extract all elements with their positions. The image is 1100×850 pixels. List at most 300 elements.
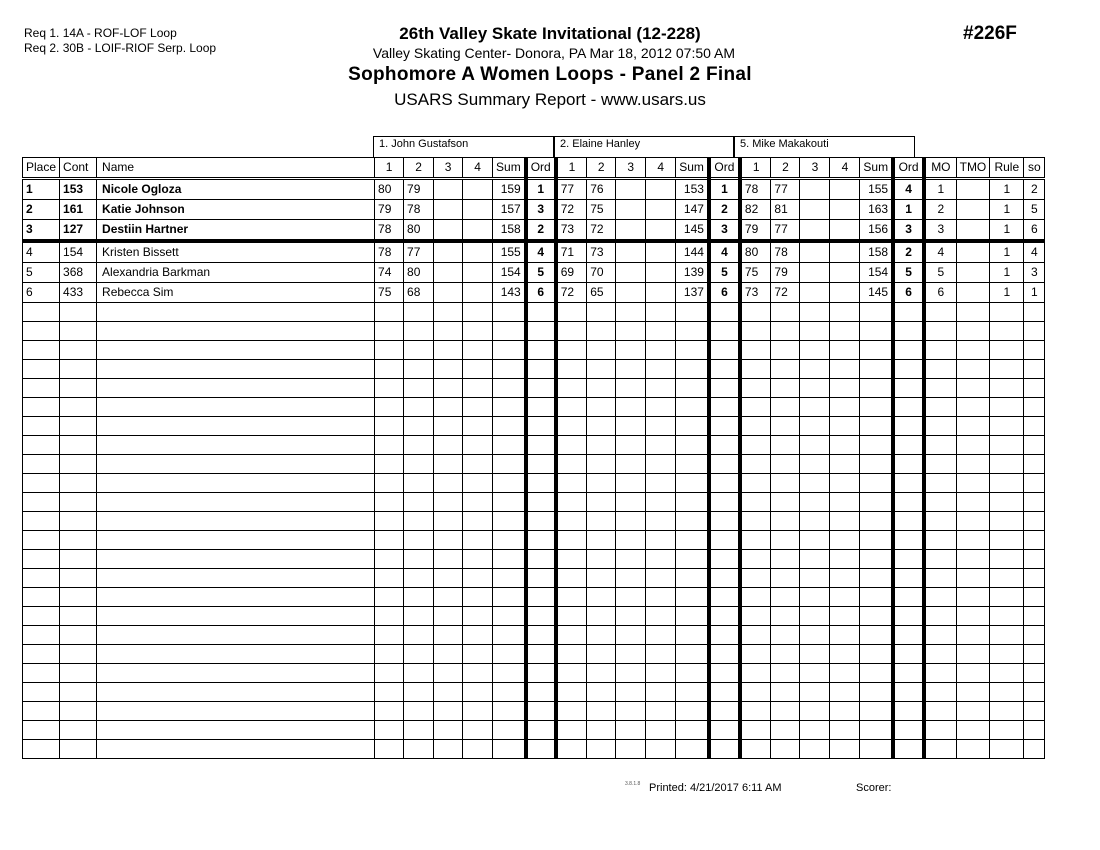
judge-1-ordinal: 4 xyxy=(526,241,556,263)
tmo-cell xyxy=(956,436,990,455)
judge-2-sum: 144 xyxy=(676,241,709,263)
judge-2-score-2 xyxy=(587,493,616,512)
judge-3-ordinal xyxy=(893,341,924,360)
judge-1-ordinal xyxy=(526,379,556,398)
event-number: #226F xyxy=(963,23,1017,44)
judge-2-score-2 xyxy=(587,702,616,721)
so-cell xyxy=(1024,360,1045,379)
judge-3-score-2 xyxy=(771,455,800,474)
judge-3-ordinal: 4 xyxy=(893,179,924,200)
judge-3-ordinal xyxy=(893,721,924,740)
so-cell xyxy=(1024,474,1045,493)
place-cell: 5 xyxy=(23,263,60,283)
judge-3-ordinal xyxy=(893,417,924,436)
judge-2-score-4 xyxy=(646,702,676,721)
table-row xyxy=(23,645,1045,664)
judge-1-sum xyxy=(493,740,526,759)
judge-3-score-2: 72 xyxy=(771,283,800,303)
judge-2-score-2: 72 xyxy=(587,220,616,242)
judge-2-score-4 xyxy=(646,200,676,220)
judge-1-score-4 xyxy=(463,200,493,220)
table-row xyxy=(23,740,1045,759)
judge-1-score-3 xyxy=(434,398,463,417)
judge-3-score-2 xyxy=(771,588,800,607)
tmo-cell xyxy=(956,283,990,303)
so-cell xyxy=(1024,398,1045,417)
judge-3-score-3 xyxy=(800,664,830,683)
judge-1-score-3 xyxy=(434,550,463,569)
cont-cell xyxy=(60,474,97,493)
cont-cell xyxy=(60,303,97,322)
judge-3-score-1 xyxy=(740,626,771,645)
col-j1-2: 2 xyxy=(404,158,434,179)
judge-1-ordinal xyxy=(526,512,556,531)
cont-cell xyxy=(60,645,97,664)
tmo-cell xyxy=(956,626,990,645)
mo-cell xyxy=(924,645,956,664)
judge-1-sum xyxy=(493,417,526,436)
table-row xyxy=(23,607,1045,626)
place-cell xyxy=(23,512,60,531)
judge-3-score-2: 77 xyxy=(771,179,800,200)
judge-2-score-1 xyxy=(556,683,587,702)
tmo-cell xyxy=(956,721,990,740)
judge-1-ordinal xyxy=(526,417,556,436)
table-row xyxy=(23,241,1045,263)
judge-2-score-4 xyxy=(646,220,676,242)
judge-3-score-3 xyxy=(800,322,830,341)
judge-2-sum xyxy=(676,626,709,645)
judge-2-sum xyxy=(676,417,709,436)
judge-2-score-3 xyxy=(616,417,646,436)
judge-1-sum xyxy=(493,322,526,341)
tmo-cell xyxy=(956,588,990,607)
judge-1-ordinal: 3 xyxy=(526,200,556,220)
judge-3-ordinal: 1 xyxy=(893,200,924,220)
judge-3-ordinal xyxy=(893,645,924,664)
judge-1-score-3 xyxy=(434,360,463,379)
skater-name-cell xyxy=(97,645,375,664)
judge-1-score-4 xyxy=(463,721,493,740)
judge-2-sum xyxy=(676,683,709,702)
judge-2-sum xyxy=(676,588,709,607)
judge-1-score-4 xyxy=(463,702,493,721)
skater-name-cell xyxy=(97,303,375,322)
rule-cell: 1 xyxy=(990,263,1024,283)
rule-cell xyxy=(990,493,1024,512)
judge-1-score-2 xyxy=(404,550,434,569)
judge-1-ordinal: 5 xyxy=(526,263,556,283)
so-cell xyxy=(1024,702,1045,721)
skater-name-cell xyxy=(97,626,375,645)
judge-3-ordinal xyxy=(893,322,924,341)
judge-1-score-3 xyxy=(434,721,463,740)
judge-3-score-1 xyxy=(740,683,771,702)
judge-1-score-1 xyxy=(375,607,404,626)
rule-cell xyxy=(990,417,1024,436)
judge-1-score-4 xyxy=(463,455,493,474)
tmo-cell xyxy=(956,512,990,531)
judge-1-score-4 xyxy=(463,241,493,263)
judge-1-sum xyxy=(493,626,526,645)
tmo-cell xyxy=(956,241,990,263)
tmo-cell xyxy=(956,645,990,664)
judge-1-score-4 xyxy=(463,283,493,303)
tmo-cell xyxy=(956,531,990,550)
so-cell xyxy=(1024,379,1045,398)
judge-2-score-1: 69 xyxy=(556,263,587,283)
judge-1-score-3 xyxy=(434,740,463,759)
cont-cell xyxy=(60,607,97,626)
skater-name-cell xyxy=(97,569,375,588)
judge-2-score-2: 65 xyxy=(587,283,616,303)
judge-2-sum xyxy=(676,379,709,398)
printed-timestamp: Printed: 4/21/2017 6:11 AM xyxy=(649,782,782,794)
judge-1-ordinal xyxy=(526,740,556,759)
judge-2-sum: 145 xyxy=(676,220,709,242)
table-row xyxy=(23,220,1045,242)
judge-2-score-1: 73 xyxy=(556,220,587,242)
judge-1-score-1: 78 xyxy=(375,220,404,242)
judge-2-score-1 xyxy=(556,664,587,683)
judge-1-ordinal: 2 xyxy=(526,220,556,242)
judge-1-ordinal xyxy=(526,322,556,341)
judge-3-score-4 xyxy=(830,607,860,626)
place-cell: 4 xyxy=(23,241,60,263)
judge-1-score-3 xyxy=(434,303,463,322)
mo-cell xyxy=(924,683,956,702)
judge-2-sum: 137 xyxy=(676,283,709,303)
judge-1-score-1 xyxy=(375,455,404,474)
judge-2-score-4 xyxy=(646,455,676,474)
judge-3-score-4 xyxy=(830,512,860,531)
judge-3-score-2 xyxy=(771,645,800,664)
rule-cell xyxy=(990,626,1024,645)
judge-3-score-3 xyxy=(800,398,830,417)
judge-2-score-4 xyxy=(646,626,676,645)
judge-2-score-1 xyxy=(556,360,587,379)
table-row xyxy=(23,664,1045,683)
judge-3-score-4 xyxy=(830,398,860,417)
judge-1-score-4 xyxy=(463,588,493,607)
so-cell xyxy=(1024,569,1045,588)
judge-1-score-3 xyxy=(434,200,463,220)
mo-cell: 4 xyxy=(924,241,956,263)
rule-cell xyxy=(990,341,1024,360)
table-row xyxy=(23,398,1045,417)
judge-3-score-1 xyxy=(740,569,771,588)
judge-3-score-3 xyxy=(800,683,830,702)
judge-1-ordinal xyxy=(526,341,556,360)
col-j2-2: 2 xyxy=(587,158,616,179)
so-cell xyxy=(1024,322,1045,341)
judge-2-score-3 xyxy=(616,322,646,341)
judge-3-score-3 xyxy=(800,493,830,512)
table-row xyxy=(23,588,1045,607)
tmo-cell xyxy=(956,322,990,341)
tmo-cell xyxy=(956,607,990,626)
place-cell xyxy=(23,398,60,417)
judge-3-ordinal xyxy=(893,550,924,569)
cont-cell xyxy=(60,512,97,531)
so-cell xyxy=(1024,607,1045,626)
judge-1-sum: 159 xyxy=(493,179,526,200)
judge-2-score-4 xyxy=(646,569,676,588)
so-cell xyxy=(1024,645,1045,664)
judge-3-score-4 xyxy=(830,303,860,322)
judge-3-score-2 xyxy=(771,398,800,417)
judge-1-score-1 xyxy=(375,436,404,455)
judge-3-score-2 xyxy=(771,531,800,550)
so-cell xyxy=(1024,341,1045,360)
col-j2-1: 1 xyxy=(556,158,587,179)
judge-1-score-1 xyxy=(375,322,404,341)
judge-3-sum xyxy=(860,550,893,569)
judge-3-sum xyxy=(860,607,893,626)
judge-3-score-3 xyxy=(800,740,830,759)
rule-cell xyxy=(990,702,1024,721)
judge-1-score-4 xyxy=(463,398,493,417)
skater-name-cell xyxy=(97,360,375,379)
place-cell xyxy=(23,645,60,664)
judge-2-ordinal xyxy=(709,702,740,721)
judge-3-score-2 xyxy=(771,341,800,360)
judge-2-score-2 xyxy=(587,626,616,645)
judge-2-score-3 xyxy=(616,360,646,379)
judge-3-score-1 xyxy=(740,360,771,379)
judge-2-ordinal xyxy=(709,683,740,702)
judge-3-score-1 xyxy=(740,588,771,607)
judge-1-sum xyxy=(493,379,526,398)
judge-1-score-2 xyxy=(404,436,434,455)
cont-cell xyxy=(60,588,97,607)
judge-2-score-2 xyxy=(587,455,616,474)
judge-2-ordinal xyxy=(709,303,740,322)
judge-2-sum xyxy=(676,512,709,531)
judge-3-score-1 xyxy=(740,436,771,455)
judge-2-score-1 xyxy=(556,550,587,569)
judge-2-score-2 xyxy=(587,664,616,683)
judge-3-score-2 xyxy=(771,379,800,398)
judge-2-score-4 xyxy=(646,263,676,283)
judge-3-score-4 xyxy=(830,241,860,263)
so-cell xyxy=(1024,626,1045,645)
tmo-cell xyxy=(956,379,990,398)
so-cell: 6 xyxy=(1024,220,1045,242)
judge-1-ordinal xyxy=(526,607,556,626)
judge-header-1: 1. John Gustafson xyxy=(373,136,554,157)
skater-name-cell xyxy=(97,550,375,569)
judge-1-score-4 xyxy=(463,303,493,322)
judge-3-score-3 xyxy=(800,241,830,263)
judge-1-ordinal: 1 xyxy=(526,179,556,200)
judge-1-ordinal xyxy=(526,683,556,702)
mo-cell: 3 xyxy=(924,220,956,242)
table-row xyxy=(23,360,1045,379)
judge-1-score-2 xyxy=(404,398,434,417)
judge-3-score-3 xyxy=(800,512,830,531)
judge-2-score-3 xyxy=(616,607,646,626)
judge-2-ordinal: 2 xyxy=(709,200,740,220)
skater-name-cell: Alexandria Barkman xyxy=(97,263,375,283)
results-table xyxy=(22,157,1045,759)
judge-1-ordinal xyxy=(526,455,556,474)
judge-2-score-3 xyxy=(616,512,646,531)
so-cell: 1 xyxy=(1024,283,1045,303)
judge-3-score-3 xyxy=(800,179,830,200)
skater-name-cell xyxy=(97,740,375,759)
judge-2-score-3 xyxy=(616,455,646,474)
rule-cell xyxy=(990,303,1024,322)
judge-1-score-1 xyxy=(375,474,404,493)
judge-2-score-2: 70 xyxy=(587,263,616,283)
so-cell xyxy=(1024,417,1045,436)
judge-1-score-4 xyxy=(463,569,493,588)
judge-2-score-1 xyxy=(556,607,587,626)
judge-3-sum xyxy=(860,303,893,322)
judge-2-score-3 xyxy=(616,436,646,455)
judge-3-score-2 xyxy=(771,626,800,645)
judge-2-score-4 xyxy=(646,474,676,493)
judge-3-score-4 xyxy=(830,493,860,512)
skater-name-cell xyxy=(97,683,375,702)
judge-2-ordinal xyxy=(709,398,740,417)
judge-2-score-1 xyxy=(556,379,587,398)
mo-cell xyxy=(924,341,956,360)
skater-name-cell xyxy=(97,398,375,417)
rule-cell xyxy=(990,379,1024,398)
so-cell: 5 xyxy=(1024,200,1045,220)
judge-1-score-1: 80 xyxy=(375,179,404,200)
judge-2-sum xyxy=(676,322,709,341)
place-cell xyxy=(23,455,60,474)
judge-1-score-2 xyxy=(404,645,434,664)
judge-3-score-3 xyxy=(800,531,830,550)
judge-1-score-3 xyxy=(434,474,463,493)
judge-2-score-3 xyxy=(616,241,646,263)
judge-3-score-3 xyxy=(800,379,830,398)
cont-cell xyxy=(60,550,97,569)
judge-3-score-1 xyxy=(740,455,771,474)
tmo-cell xyxy=(956,417,990,436)
judge-3-sum: 154 xyxy=(860,263,893,283)
col-cont: Cont xyxy=(60,158,97,179)
tmo-cell xyxy=(956,341,990,360)
judge-1-score-2: 68 xyxy=(404,283,434,303)
judge-1-score-1 xyxy=(375,379,404,398)
mo-cell xyxy=(924,702,956,721)
judge-1-score-2: 80 xyxy=(404,263,434,283)
judge-2-score-1 xyxy=(556,341,587,360)
mo-cell: 1 xyxy=(924,179,956,200)
judge-3-score-2 xyxy=(771,512,800,531)
cont-cell: 153 xyxy=(60,179,97,200)
tmo-cell xyxy=(956,683,990,702)
col-so: so xyxy=(1024,158,1045,179)
table-row xyxy=(23,626,1045,645)
judge-3-score-3 xyxy=(800,607,830,626)
judge-3-score-2 xyxy=(771,550,800,569)
place-cell xyxy=(23,303,60,322)
judge-2-score-4 xyxy=(646,683,676,702)
table-row xyxy=(23,455,1045,474)
so-cell xyxy=(1024,740,1045,759)
judge-1-score-2 xyxy=(404,721,434,740)
judge-2-sum xyxy=(676,474,709,493)
judge-3-score-1: 82 xyxy=(740,200,771,220)
judge-1-score-1: 74 xyxy=(375,263,404,283)
mo-cell xyxy=(924,531,956,550)
judge-1-score-1 xyxy=(375,588,404,607)
judge-2-score-4 xyxy=(646,512,676,531)
judge-3-score-1 xyxy=(740,322,771,341)
skater-name-cell xyxy=(97,531,375,550)
judge-1-score-4 xyxy=(463,550,493,569)
skater-name-cell xyxy=(97,322,375,341)
so-cell xyxy=(1024,550,1045,569)
judge-1-sum xyxy=(493,664,526,683)
judge-3-score-3 xyxy=(800,645,830,664)
judge-1-ordinal xyxy=(526,360,556,379)
judge-1-score-4 xyxy=(463,607,493,626)
judge-3-score-2 xyxy=(771,474,800,493)
mo-cell xyxy=(924,379,956,398)
judge-1-score-1 xyxy=(375,512,404,531)
skater-name-cell xyxy=(97,664,375,683)
judge-3-score-4 xyxy=(830,322,860,341)
table-row xyxy=(23,721,1045,740)
judge-1-ordinal xyxy=(526,493,556,512)
judge-2-score-3 xyxy=(616,702,646,721)
judge-2-score-4 xyxy=(646,721,676,740)
mo-cell xyxy=(924,664,956,683)
tmo-cell xyxy=(956,702,990,721)
judge-2-score-3 xyxy=(616,283,646,303)
judge-1-score-1 xyxy=(375,550,404,569)
judge-2-score-3 xyxy=(616,626,646,645)
place-cell xyxy=(23,531,60,550)
judge-3-score-4 xyxy=(830,740,860,759)
judge-1-score-2 xyxy=(404,626,434,645)
skater-name-cell: Katie Johnson xyxy=(97,200,375,220)
judge-2-ordinal: 3 xyxy=(709,220,740,242)
judge-2-score-1: 71 xyxy=(556,241,587,263)
skater-name-cell xyxy=(97,474,375,493)
judge-3-score-1 xyxy=(740,474,771,493)
judge-1-score-3 xyxy=(434,683,463,702)
skater-name-cell xyxy=(97,512,375,531)
judge-3-score-3 xyxy=(800,263,830,283)
judge-1-sum xyxy=(493,607,526,626)
place-cell xyxy=(23,683,60,702)
judge-2-score-2 xyxy=(587,398,616,417)
skater-name-cell xyxy=(97,607,375,626)
judge-3-sum xyxy=(860,512,893,531)
judge-3-score-1 xyxy=(740,398,771,417)
judge-2-score-4 xyxy=(646,360,676,379)
judge-2-score-1 xyxy=(556,398,587,417)
judge-2-score-3 xyxy=(616,341,646,360)
judge-2-score-1 xyxy=(556,626,587,645)
judge-1-score-2 xyxy=(404,531,434,550)
judge-1-sum xyxy=(493,531,526,550)
judge-2-score-3 xyxy=(616,588,646,607)
event-title: Sophomore A Women Loops - Panel 2 Final xyxy=(348,64,752,85)
tmo-cell xyxy=(956,179,990,200)
judge-1-score-4 xyxy=(463,341,493,360)
cont-cell xyxy=(60,531,97,550)
judge-1-score-3 xyxy=(434,645,463,664)
